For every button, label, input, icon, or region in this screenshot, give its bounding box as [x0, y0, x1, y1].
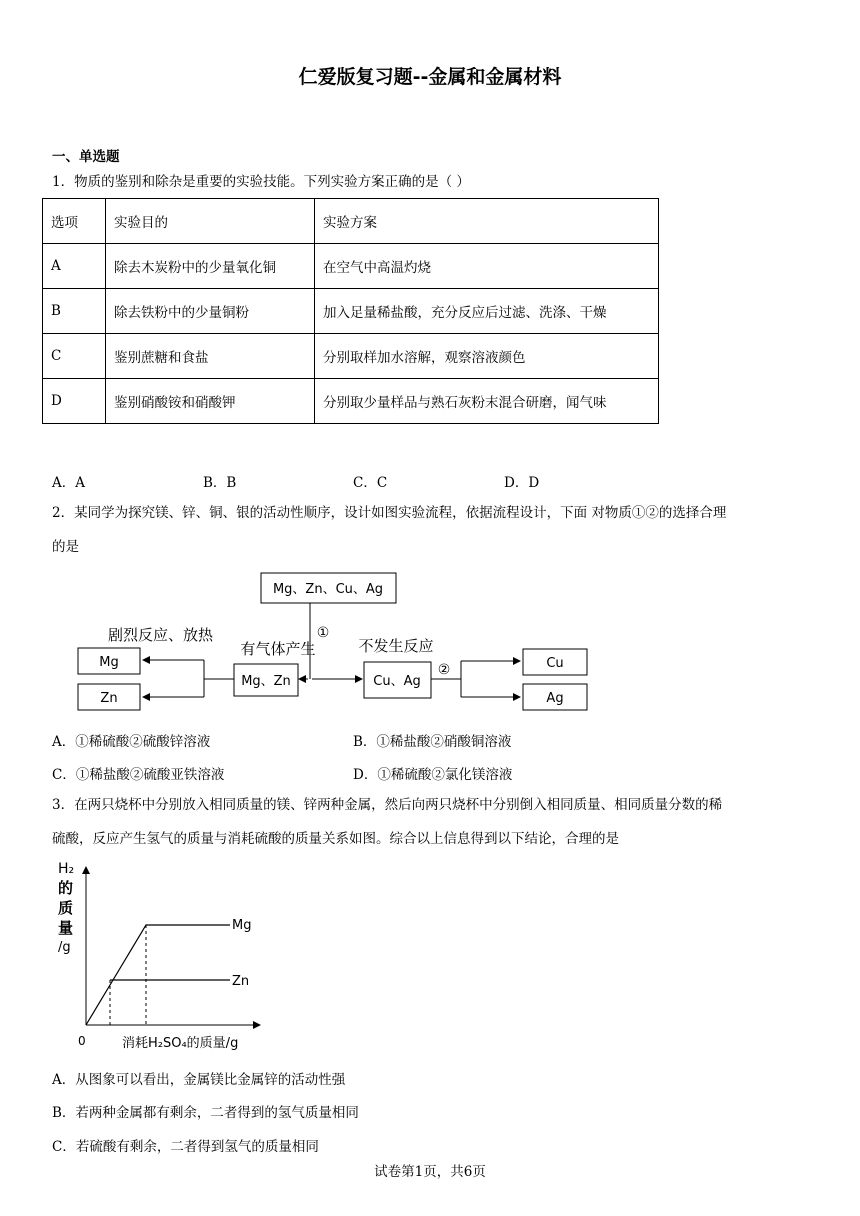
flow-box-cu-label: Cu: [546, 656, 564, 671]
q1-stem: 1．物质的鉴别和除杂是重要的实验技能。下列实验方案正确的是（ ）: [52, 174, 470, 190]
step2-label: ②: [437, 662, 451, 678]
page-footer: 试卷第1页，共6页: [374, 1164, 486, 1180]
table-header-cell: 实验目的: [106, 199, 315, 244]
flow-box-ag-label: Ag: [546, 691, 564, 706]
q3-choice-a[interactable]: A．从图象可以看出，金属镁比金属锌的活动性强: [52, 1072, 346, 1088]
q1-table: [42, 198, 659, 424]
table-header-row: [43, 199, 659, 244]
y-axis-label-char: 量: [58, 919, 74, 937]
y-axis-label-char: 质: [58, 899, 74, 917]
table-row: [43, 289, 659, 334]
table-cell: D: [43, 379, 106, 424]
q1-choice-c[interactable]: C．C: [353, 475, 388, 491]
right-label: 不发生反应: [358, 637, 434, 655]
y-axis-label-char: /g: [58, 940, 71, 955]
q2-choice-c[interactable]: C．①稀盐酸②硫酸亚铁溶液: [52, 767, 225, 783]
series-zn-label: Zn: [232, 974, 250, 989]
page-title: 仁爱版复习题--金属和金属材料: [298, 66, 562, 88]
q1-choice-b[interactable]: B．B: [203, 475, 237, 491]
table-cell: 除去木炭粉中的少量氧化铜: [106, 244, 315, 289]
x-axis-label: 消耗H₂SO₄的质量/g: [122, 1036, 239, 1051]
q2-stem-line2: 的是: [52, 539, 79, 555]
q2-choice-d[interactable]: D．①稀硫酸②氯化镁溶液: [353, 767, 513, 783]
q3-graph: [50, 855, 270, 1055]
table-cell: C: [43, 334, 106, 379]
flow-box-top-label: Mg、Zn、Cu、Ag: [272, 582, 384, 597]
q2-flow-diagram: [50, 570, 610, 715]
y-axis-label-char: 的: [58, 879, 74, 897]
origin-label: 0: [78, 1034, 86, 1048]
series-mg-line: [86, 925, 230, 1025]
flow-box-zn-label: Zn: [100, 691, 118, 706]
q2-choice-b[interactable]: B．①稀盐酸②硝酸铜溶液: [353, 734, 512, 750]
y-axis-label-h2: H₂: [58, 861, 75, 877]
table-cell: 鉴别蔗糖和食盐: [106, 334, 315, 379]
section-heading: 一、单选题: [52, 149, 120, 165]
q3-choice-c[interactable]: C．若硫酸有剩余，二者得到氢气的质量相同: [52, 1139, 319, 1155]
step1-label: ①: [316, 625, 330, 641]
q2-choice-a[interactable]: A．①稀硫酸②硫酸锌溶液: [52, 734, 211, 750]
table-cell: A: [43, 244, 106, 289]
mid-label: 有气体产生: [240, 640, 316, 658]
table-cell: 分别取样加水溶解，观察溶液颜色: [315, 334, 659, 379]
table-cell: 分别取少量样品与熟石灰粉末混合研磨，闻气味: [315, 379, 659, 424]
flow-box-cu-ag-label: Cu、Ag: [373, 674, 421, 689]
q3-stem-line2: 硫酸，反应产生氢气的质量与消耗硫酸的质量关系如图。综合以上信息得到以下结论，合理的是: [52, 831, 619, 847]
table-header-cell: 实验方案: [315, 199, 659, 244]
table-header-cell: 选项: [43, 199, 106, 244]
left-label: 剧烈反应、放热: [108, 626, 214, 644]
table-cell: 鉴别硝酸铵和硝酸钾: [106, 379, 315, 424]
q1-choice-a[interactable]: A．A: [52, 475, 85, 491]
flow-box-mg-zn-label: Mg、Zn: [241, 674, 291, 689]
q2-stem-line1: 2．某同学为探究镁、锌、铜、银的活动性顺序，设计如图实验流程，依据流程设计，下面 对物质①②的选择合理: [52, 505, 727, 521]
table-row: [43, 334, 659, 379]
table-cell: 在空气中高温灼烧: [315, 244, 659, 289]
series-mg-label: Mg: [232, 918, 252, 933]
q3-stem-line1: 3．在两只烧杯中分别放入相同质量的镁、锌两种金属，然后向两只烧杯中分别倒入相同质量、相同质量分数的稀: [52, 797, 723, 813]
q1-choice-d[interactable]: D．D: [504, 475, 540, 491]
table-row: [43, 379, 659, 424]
table-cell: 除去铁粉中的少量铜粉: [106, 289, 315, 334]
flow-box-mg-label: Mg: [99, 655, 119, 670]
table-cell: B: [43, 289, 106, 334]
q3-choice-b[interactable]: B．若两种金属都有剩余，二者得到的氢气质量相同: [52, 1105, 359, 1121]
table-cell: 加入足量稀盐酸，充分反应后过滤、洗涤、干燥: [315, 289, 659, 334]
table-row: [43, 244, 659, 289]
